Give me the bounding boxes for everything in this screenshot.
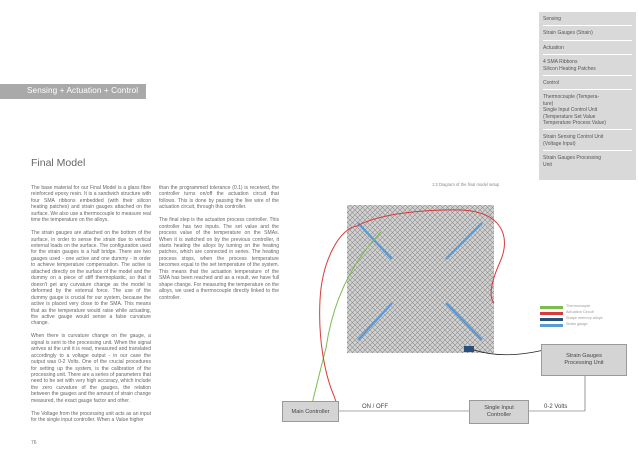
sidebar-line: Sensing [543,16,562,22]
sidebar-line: ture) [543,100,554,107]
paragraph: The base material for our Final Model is a glass fibre reinforced epoxy resin. It is a sandwich structure with four SMA ribbons embedded (with their silicon heating patches) and strain gauges attached on the surface. We also use a thermocouple to measure real time the temperature on the alloys. [31,185,151,224]
sidebar-line: Silicon Heating Patches [543,65,596,72]
section-banner-title: Sensing + Actuation + Control [27,86,139,95]
paragraph: The final step is the actuation process controller. This controller has two inputs. The set value and the process value of the temperature on the SMAs. When it is switched on by the previous controller, it starts heating the alloys by turning on the heating patches, which are connected in series. The heating process stops, when the process temperature becomes equal to the set temperature of the system. This means that the actuation temperature of the SMA has been reached and as a result, we have full shape change. For measuring the temperature on the alloys, we used a thermocouple directly linked to the controller. [159,217,279,301]
main-controller-box [282,401,339,422]
legend-swatch [540,306,563,309]
sidebar-line: Strain Gauges Processing [543,155,602,162]
paragraph: The Voltage from the processing unit acts as an input for the single input controller. When a Value higher [31,410,151,424]
strain-gauge [464,346,474,352]
strain-processing-unit-box [541,344,627,376]
sidebar-line: Actuation [543,44,564,51]
legend-label: Thermocouple [566,304,591,308]
box-label: Strain Gauges [566,353,602,359]
sidebar-line: Single Input Control Unit [543,107,598,114]
box-label: Controller [486,412,512,418]
page-title: Final Model [31,157,86,169]
sidebar-line: Control [543,80,560,87]
diagram-caption: 1:2 Diagram of the final model setup [432,182,500,187]
single-input-controller-box [469,400,529,424]
sidebar-line: Thermocouple (Tempera- [543,94,600,101]
page-number: 76 [31,440,37,446]
voltage-label: 0-2 Volts [544,404,568,410]
box-label: Processing Unit [564,360,604,366]
sidebar-line: Unit [543,161,552,168]
legend-label: Actuation Circuit [566,310,594,314]
paragraph: The strain gauges are attached on the bottom of the surface, in order to sense the strain due to vertical external loads on the surface. The configuration used for the strain gauges is a half bridge. There are two gauges used - one active and one dummy - in order to achieve temperature compensation. The active is attached directly on the surface of the model and the dummy on a piece of stiff thermoplastic, so that it doesn't get any curvature change as the model is deformed by the external force. The use of the dummy gauge is crucial for our system, because the active is placed very close to the SMA. This means that as the temperature would raise while actuating, the active gauge would sense a false curvature change. [31,230,151,327]
legend-label: Shape memory alloys [566,316,603,320]
legend-label: Strain gauge [566,322,588,326]
paragraph: When there is curvature change on the gauge, a signal is sent to the processing unit. When the signal arrives at the unit it is read, measured and translated accordingly to a voltage output - in our case the output was 0-2 Volts. One of the crucial procedures for setting up the system, is the calibration of the processing unit. There are a series of parameters that need to be set with very high accuracy, which include the zero curvature of the gauges, the relation between the gauges and the amount of strain change measured, the exact gauge factor and other. [31,333,151,404]
sidebar-line: Strain Sensing Control Unit [543,134,604,141]
sidebar-line: 4 SMA Ribbons [543,59,578,66]
box-label: Main Controller [291,409,330,415]
sidebar-line: Strain Gauges (Strain) [543,30,593,37]
sidebar-line: (Temperature Set Value [543,113,596,120]
legend-swatch [540,318,563,321]
sidebar-line: Temperature Process Value) [543,120,606,127]
sidebar-line: (Voltage Input) [543,140,576,147]
legend-swatch [540,312,563,315]
box-label: Single Input [484,405,514,411]
paragraph: than the programmed tolerance (0.1) is received, the controller turns on/off the actuation circuit that follows. This is done by passing the live wire of the actuation circuit, through this controller. [159,185,279,211]
legend-swatch [540,324,563,327]
on-off-label: ON / OFF [362,404,388,410]
